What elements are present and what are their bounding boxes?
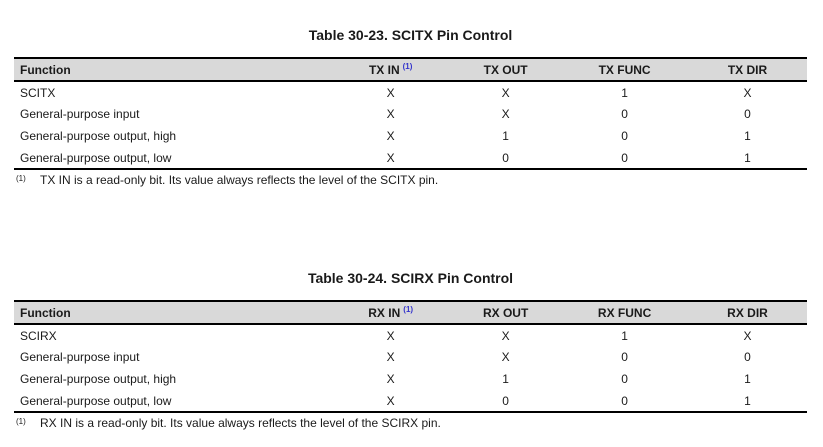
value-cell: 1 xyxy=(744,372,751,386)
value-cell: 0 xyxy=(621,129,628,143)
value-cell: 1 xyxy=(744,129,751,143)
table-row xyxy=(14,81,807,103)
footnote-ref-link[interactable]: (1) xyxy=(402,62,413,71)
function-cell: SCIRX xyxy=(20,328,57,343)
value-cell: 0 xyxy=(621,372,628,386)
value-cell: X xyxy=(386,393,395,408)
table-row xyxy=(14,368,807,390)
column-header-tx-dir: TX DIR xyxy=(727,62,768,77)
table-row xyxy=(14,103,807,125)
scirx-pin-control-table xyxy=(14,300,807,413)
value-cell: X xyxy=(386,350,395,364)
function-cell: SCITX xyxy=(20,85,56,100)
value-cell: 0 xyxy=(621,150,628,165)
value-cell: X xyxy=(501,350,510,364)
value-cell: X xyxy=(501,85,510,100)
column-header-rx-func: RX FUNC xyxy=(597,305,652,320)
function-cell: General-purpose output, high xyxy=(20,129,177,143)
value-cell: 0 xyxy=(502,150,509,165)
value-cell: 1 xyxy=(502,372,509,386)
column-header-rx-in: RX IN $^{(1)}$ xyxy=(368,305,414,320)
column-header-rx-out: RX OUT xyxy=(482,305,529,320)
table-footnote xyxy=(14,416,807,431)
table-row xyxy=(14,346,807,368)
column-header-tx-func: TX FUNC xyxy=(598,62,651,77)
table-footnote xyxy=(14,173,807,188)
value-cell: 0 xyxy=(744,107,751,121)
value-cell: X xyxy=(386,129,395,143)
value-cell: 1 xyxy=(621,328,628,343)
table-title: Table 30-24. SCIRX Pin Control xyxy=(307,270,514,286)
column-header-tx-in: TX IN $^{(1)}$ xyxy=(368,62,413,77)
scitx-pin-control-table xyxy=(14,57,807,170)
value-cell: X xyxy=(743,328,752,343)
value-cell: X xyxy=(386,85,395,100)
value-cell: X xyxy=(501,107,510,121)
value-cell: 0 xyxy=(621,107,628,121)
value-cell: 0 xyxy=(621,393,628,408)
column-header-tx-out: TX OUT xyxy=(483,62,528,77)
value-cell: 1 xyxy=(502,129,509,143)
footnote-ref-link[interactable]: (1) xyxy=(403,305,414,314)
value-cell: 1 xyxy=(744,393,751,408)
value-cell: X xyxy=(386,107,395,121)
value-cell: X xyxy=(501,328,510,343)
document-page xyxy=(0,27,823,431)
column-header-rx-dir: RX DIR xyxy=(727,305,768,320)
footnote-marker: (1) xyxy=(16,417,26,426)
value-cell: 0 xyxy=(502,393,509,408)
value-cell: X xyxy=(743,85,752,100)
function-cell: General-purpose input xyxy=(20,107,140,121)
column-header-function: Function xyxy=(20,62,71,77)
value-cell: X xyxy=(386,372,395,386)
table-title: Table 30-23. SCITX Pin Control xyxy=(308,27,513,43)
function-cell: General-purpose output, high xyxy=(20,372,177,386)
table-row xyxy=(14,125,807,147)
table-row xyxy=(14,147,807,169)
table-header-row xyxy=(14,301,807,324)
column-header-function: Function xyxy=(20,305,71,320)
value-cell: X xyxy=(386,150,395,165)
function-cell: General-purpose input xyxy=(20,350,140,364)
function-cell: General-purpose output, low xyxy=(20,150,172,165)
function-cell: General-purpose output, low xyxy=(20,393,172,408)
footnote-text: RX IN is a read-only bit. Its value always reflects the level of the SCIRX pin. xyxy=(40,416,441,430)
footnote-text: TX IN is a read-only bit. Its value always reflects the level of the SCITX pin. xyxy=(40,173,439,187)
value-cell: 1 xyxy=(621,85,628,100)
value-cell: 0 xyxy=(621,350,628,364)
table-row xyxy=(14,324,807,346)
table-header-row xyxy=(14,58,807,81)
value-cell: 1 xyxy=(744,150,751,165)
table-row xyxy=(14,390,807,412)
footnote-marker: (1) xyxy=(16,174,26,183)
value-cell: X xyxy=(386,328,395,343)
value-cell: 0 xyxy=(744,350,751,364)
